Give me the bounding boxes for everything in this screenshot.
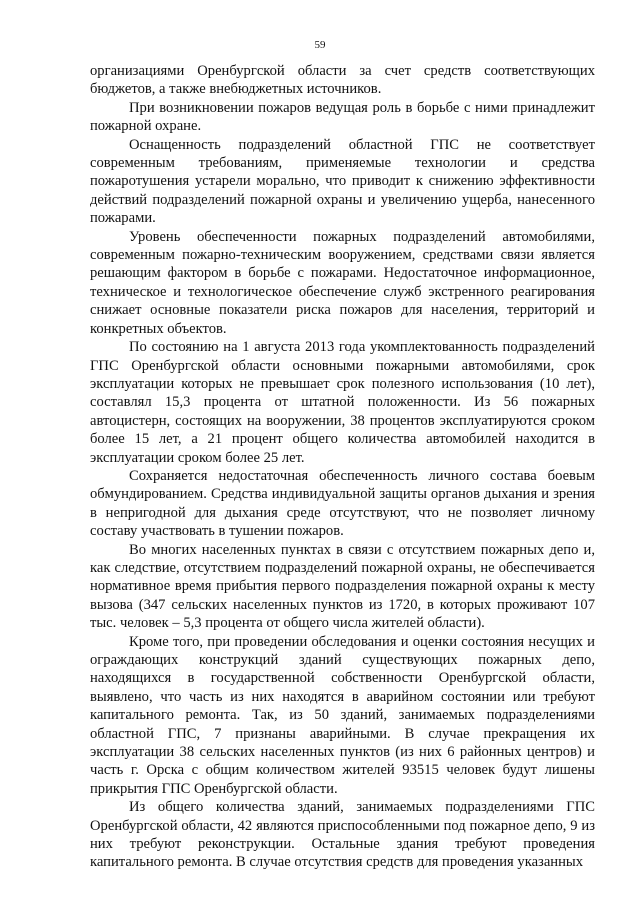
paragraph-building-condition: Кроме того, при проведении обследования и оценки состояния несущих и ограждающих конструкций зданий существующих пожарных депо, находящихся в государственной собственности Оренбургской области, выявлено, что часть из них находятся в аварийном состоянии или требуют капитального ремонта. Так, из 50 зданий, занимаемых подразделениями областной ГПС, 7 признаны аварийными. В случае прекращения их эксплуатации 38 сельских населенных пунктов (из них 6 районных центров) и часть г. Орска с общим количеством жителей 93515 человек будут лишены прикрытия ГПС Оренбургской области. xyxy=(90,633,595,797)
paragraph-continuation: организациями Оренбургской области за счет средств соответствующих бюджетов, а также внебюджетных источников. xyxy=(90,63,595,98)
paragraph-building-count: Из общего количества зданий, занимаемых подразделениями ГПС Оренбургской области, 42 являются приспособленными под пожарное депо, 9 из них требуют реконструкции. Остальные здания требуют проведения капитального ремонта. В случае отсутствия средств для проведения указанных xyxy=(90,799,595,871)
page-number: 59 xyxy=(314,39,326,51)
paragraph-equipment-obsolete: Оснащенность подразделений областной ГПС не соответствует современным требованиям, применяемые технологии и средства пожаротушения устарели морально, что приводит к снижению эффективности действий подразделений пожарной охраны и увеличению ущерба, нанесенного пожарами. xyxy=(90,136,595,227)
paragraph-vehicle-provision: Уровень обеспеченности пожарных подразделений автомобилями, современным пожарно-техническим вооружением, средствами связи является решающим фактором в борьбе с пожарами. Недостаточное информационное, техническое и технологическое обеспечение служб экстренного реагирования снижает основные показатели риска пожаров для населения, территорий и конкретных объектов. xyxy=(90,228,595,337)
paragraph-fleet-statistics: По состоянию на 1 августа 2013 года укомплектованность подразделений ГПС Оренбургской области основными пожарными автомобилями, срок эксплуатации которых не превышает срок полезного использования (10 лет), составлял 15,3 процента от штатной положенности. Из 56 пожарных автоцистерн, состоящих на вооружении, 38 процентов эксплуатируются сроком более 15 лет, а 21 процент общего количества автомобилей находится в эксплуатации сроком более 25 лет. xyxy=(90,339,595,466)
paragraph-personal-equipment: Сохраняется недостаточная обеспеченность личного состава боевым обмундированием. Средства индивидуальной защиты органов дыхания и зрения в непригодной для дыхания среде отсутствуют, что не позволяет личному составу участвовать в тушении пожаров. xyxy=(90,467,595,540)
paragraph-fire-protection-role: При возникновении пожаров ведущая роль в борьбе с ними принадлежит пожарной охране. xyxy=(90,99,595,135)
paragraph-arrival-time: Во многих населенных пунктах в связи с отсутствием пожарных депо и, как следствие, отсутствием подразделений пожарной охраны, не обеспечивается нормативное время прибытия первого подразделения пожарной охраны к месту вызова (347 сельских населенных пунктов из 1720, в которых проживают 107 тыс. человек – 5,3 процента от общего числа жителей области). xyxy=(90,541,595,632)
document-body xyxy=(90,62,595,872)
